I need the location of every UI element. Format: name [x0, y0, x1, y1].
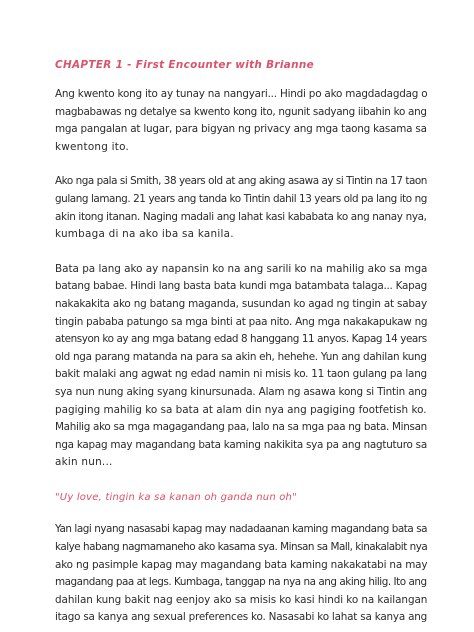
- text-line: old nga parang matanda na para sa akin eh, hehehe. Yun ang dahilan kung: [55, 350, 427, 363]
- text-line: magbabawas ng detalye sa kwento kong ito, ngunit sadyang iibahin ko ang: [55, 105, 427, 118]
- text-line: Ako nga pala si Smith, 38 years old at ang aking asawa ay si Tintin na 17 taon: [55, 175, 427, 188]
- text-line: dahilan kung bakit nag eenjoy ako sa misis ko kasi hindi ko na kailangan: [55, 593, 428, 606]
- chapter-title: CHAPTER 1 - First Encounter with Brianne: [55, 59, 315, 71]
- text-line: Yan lagi nyang nasasabi kapag may nadadaanan kaming magandang bata sa: [55, 523, 428, 536]
- text-line: Ang kwento kong ito ay tunay na nangyari... Hindi po ako magdadagdag o: [55, 88, 428, 100]
- paragraph-1: [55, 86, 427, 156]
- text-line: kalye habang nagmamaneho ako kasama sya. Minsan sa Mall, kinakalabit nya: [55, 541, 428, 554]
- text-line: ako ng pasimple kapag may magandang bata kaming nakakatabi na may: [55, 558, 428, 571]
- document-page: [55, 57, 427, 627]
- text-line: magandang paa at legs. Kumbaga, tanggap na nya na ang aking hilig. Ito ang: [55, 576, 427, 589]
- text-line: mga pangalan at lugar, para bigyan ng privacy ang mga taong kasama sa: [55, 123, 427, 136]
- text-line: bakit malaki ang agwat ng edad namin ni misis ko. 11 taon gulang pa lang: [55, 368, 427, 381]
- text-line: atensyon ko ay ang mga batang edad 8 hanggang 11 anyos. Kapag 14 years: [55, 333, 427, 346]
- text-line: sya nun nung aking syang kinursunada. Alam ng asawa kong si Tintin ang: [55, 385, 428, 398]
- text-line: tingin pababa patungo sa mga binti at paa nito. Ang mga nakakapukaw ng: [55, 315, 428, 328]
- text-line: batang babae. Hindi lang basta bata kundi mga batambata talaga... Kapag: [55, 280, 427, 293]
- paragraph-2: [55, 173, 427, 243]
- text-line: itago sa kanya ang sexual preferences ko. Nasasabi ko lahat sa kanya ang: [55, 611, 428, 624]
- text-line: akin itong itanan. Naging madali ang lahat kasi kababata ko ang nanay nya,: [55, 210, 427, 223]
- paragraph-4: [55, 521, 427, 627]
- text-line: gulang lamang. 21 years ang tanda ko Tintin dahil 13 years old pa lang ito ng: [55, 192, 427, 205]
- text-line: akin nun...: [55, 456, 113, 469]
- quote-line: "Uy love, tingin ka sa kanan oh ganda nun oh": [55, 491, 297, 503]
- text-line: Mahilig ako sa mga magagandang paa, lalo na sa mga paa ng bata. Minsan: [55, 421, 427, 434]
- paragraph-3: [55, 261, 427, 472]
- text-line: pagiging mahilig ko sa bata at alam din nya ang pagiging footfetish ko.: [55, 403, 427, 416]
- text-line: Bata pa lang ako ay napansin ko na ang sarili ko na mahilig ako sa mga: [55, 262, 428, 275]
- text-line: kwentong ito.: [55, 140, 130, 153]
- text-line: nakakakita ako ng batang maganda, susundan ko agad ng tingin at sabay: [55, 297, 427, 310]
- text-line: nga kapag may magandang bata kaming nakikita sya pa ang nagtuturo sa: [55, 438, 427, 451]
- text-line: kumbaga di na ako iba sa kanila.: [55, 228, 234, 241]
